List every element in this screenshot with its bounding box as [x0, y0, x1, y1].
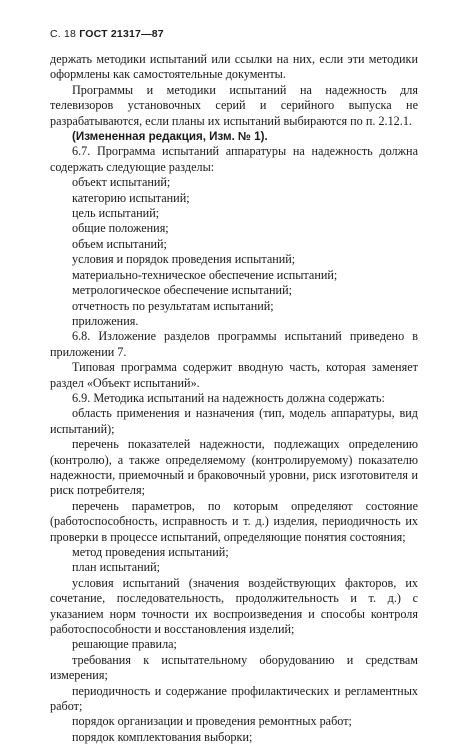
list-item: цель испытаний; [72, 206, 160, 221]
list-item: общие положения; [72, 221, 169, 236]
page-number: С. 18 [50, 28, 77, 40]
list-item: приложения. [72, 313, 139, 328]
paragraph: порядок организации и проведения ремонтных работ; [72, 714, 352, 729]
standard-designation: ГОСТ 21317—87 [79, 28, 164, 40]
list-item: отчетность по результатам испытаний; [72, 298, 274, 313]
paragraph: Программы и методики испытаний на надежность для телевизоров установочных серий и серийного выпуска не разрабатываются, если планы их испытаний выбираются по п. 2.12.1. [50, 82, 418, 128]
paragraph: держать методики испытаний или ссылки на них, если эти методики оформлены как самостоятельные документы. [50, 52, 418, 82]
paragraph: план испытаний; [72, 560, 161, 575]
paragraph: метод проведения испытаний; [72, 545, 229, 559]
section-list [50, 175, 418, 329]
list-item: категорию испытаний; [72, 190, 190, 205]
list-item: объем испытаний; [72, 236, 167, 251]
list-item: условия и порядок проведения испытаний; [72, 252, 296, 267]
section-6-9: 6.9. Методика испытаний на надежность должна содержать: [72, 390, 385, 405]
section-6-8: 6.8. Изложение разделов программы испытаний приведено в приложении 7. [50, 329, 418, 359]
page-body [50, 52, 418, 745]
list-item: объект испытаний; [72, 175, 171, 190]
paragraph: перечень показателей надежности, подлежащих определению (контролю), а также определяемому (контролируемому) показателю надежности, приемочный и браковочный уровни, риск изготовителя и риск потребителя; [50, 437, 418, 498]
paragraph: Типовая программа содержит вводную часть, которая заменяет раздел «Объект испытаний». [50, 360, 418, 390]
paragraph: область применения и назначения (тип, модель аппаратуры, вид испытаний); [50, 406, 418, 436]
list-item: материально-техническое обеспечение испытаний; [72, 267, 338, 282]
paragraph: периодичность и содержание профилактических и регламентных работ; [50, 683, 418, 714]
paragraph: порядок комплектования выборки; [72, 729, 253, 744]
paragraph: решающие правила; [72, 637, 177, 652]
list-item: метрологическое обеспечение испытаний; [72, 283, 292, 298]
paragraph: условия испытаний (значения воздействующих факторов, их сочетание, последовательность, продолжительность и т. д.) с указанием норм точности их воспроизведения и способы контроля работоспособности и восстановления изделий; [50, 575, 418, 637]
paragraph: требования к испытательному оборудованию и средствам измерения; [50, 652, 418, 683]
page-header [50, 28, 164, 40]
paragraph: перечень параметров, по которым определяют состояние (работоспособность, исправность и т. д.) изделия, периодичность их проверки в процессе испытаний, определяющие понятия состояния; [50, 498, 418, 544]
amendment-note: (Измененная редакция, Изм. № 1). [72, 130, 268, 144]
section-6-7: 6.7. Программа испытаний аппаратуры на надежность должна содержать следующие разделы: [50, 144, 418, 174]
